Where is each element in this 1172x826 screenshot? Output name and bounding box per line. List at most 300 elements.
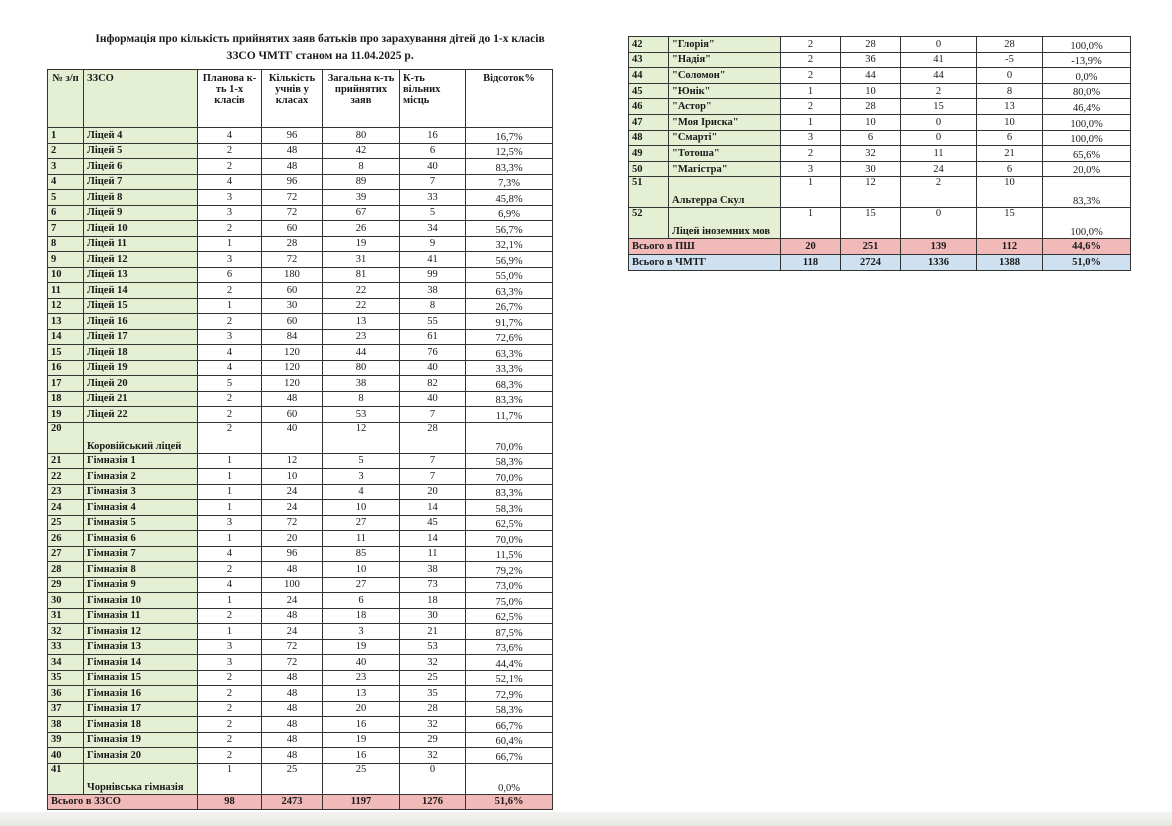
- school-name: Гімназія 5: [84, 515, 198, 531]
- applications-count: 25: [323, 763, 400, 794]
- row-number: 23: [48, 484, 84, 500]
- planned-classes: 2: [198, 391, 262, 407]
- row-number: 10: [48, 267, 84, 283]
- percent-value: 26,7%: [466, 298, 553, 314]
- table-row: [48, 577, 553, 593]
- free-places: 21: [977, 146, 1043, 162]
- row-number: 30: [48, 593, 84, 609]
- percent-value: 6,9%: [466, 205, 553, 221]
- table-row: [48, 717, 553, 733]
- percent-value: 11,5%: [466, 546, 553, 562]
- students-count: 48: [262, 608, 323, 624]
- planned-classes: 1: [781, 208, 841, 239]
- students-count: 48: [262, 562, 323, 578]
- percent-value: 70,0%: [466, 531, 553, 547]
- free-places: 40: [400, 391, 466, 407]
- row-number: 37: [48, 701, 84, 717]
- applications-count: 10: [323, 562, 400, 578]
- total-students: 251: [841, 239, 901, 255]
- table-row: [629, 146, 1131, 162]
- applications-count: 19: [323, 639, 400, 655]
- percent-value: 87,5%: [466, 624, 553, 640]
- free-places: 28: [400, 422, 466, 453]
- free-places: 99: [400, 267, 466, 283]
- table-row: [48, 143, 553, 159]
- school-name: Ліцей 18: [84, 345, 198, 361]
- students-count: 30: [262, 298, 323, 314]
- percent-value: 56,7%: [466, 221, 553, 237]
- free-places: 55: [400, 314, 466, 330]
- free-places: 32: [400, 655, 466, 671]
- school-name: Гімназія 15: [84, 670, 198, 686]
- row-number: 36: [48, 686, 84, 702]
- table-row: [48, 391, 553, 407]
- students-count: 28: [841, 99, 901, 115]
- row-number: 4: [48, 174, 84, 190]
- students-count: 48: [262, 732, 323, 748]
- percent-value: 55,0%: [466, 267, 553, 283]
- school-name: Ліцей 6: [84, 159, 198, 175]
- planned-classes: 1: [198, 469, 262, 485]
- school-name: "Надія": [669, 52, 781, 68]
- students-count: 6: [841, 130, 901, 146]
- school-name: "Астор": [669, 99, 781, 115]
- students-count: 72: [262, 515, 323, 531]
- school-name: Ліцей 22: [84, 407, 198, 423]
- free-places: 7: [400, 174, 466, 190]
- row-number: 20: [48, 422, 84, 453]
- table-row: [48, 298, 553, 314]
- students-count: 48: [262, 748, 323, 764]
- percent-value: 100,0%: [1043, 114, 1131, 130]
- row-number: 12: [48, 298, 84, 314]
- school-name: "Моя Іриска": [669, 114, 781, 130]
- students-count: 72: [262, 205, 323, 221]
- free-places: 6: [400, 143, 466, 159]
- table-row: [48, 484, 553, 500]
- percent-value: 7,3%: [466, 174, 553, 190]
- percent-value: 58,3%: [466, 453, 553, 469]
- applications-count: 23: [323, 670, 400, 686]
- total-students: 2473: [262, 794, 323, 810]
- table-row: [629, 114, 1131, 130]
- table-row: [48, 732, 553, 748]
- applications-count: 41: [901, 52, 977, 68]
- school-name: Ліцей 12: [84, 252, 198, 268]
- total-label: Всього в ЗЗСО: [48, 794, 198, 810]
- free-places: 61: [400, 329, 466, 345]
- table-row: [48, 128, 553, 144]
- total-planned: 118: [781, 254, 841, 270]
- planned-classes: 4: [198, 128, 262, 144]
- row-number: 6: [48, 205, 84, 221]
- applications-count: 23: [323, 329, 400, 345]
- row-number: 49: [629, 146, 669, 162]
- row-number: 48: [629, 130, 669, 146]
- students-count: 48: [262, 391, 323, 407]
- students-count: 72: [262, 190, 323, 206]
- table-row: [48, 515, 553, 531]
- applications-count: 27: [323, 515, 400, 531]
- planned-classes: 1: [781, 177, 841, 208]
- students-count: 28: [262, 236, 323, 252]
- planned-classes: 1: [781, 114, 841, 130]
- students-count: 120: [262, 376, 323, 392]
- applications-count: 0: [901, 114, 977, 130]
- students-count: 60: [262, 221, 323, 237]
- students-count: 120: [262, 345, 323, 361]
- percent-value: 44,4%: [466, 655, 553, 671]
- planned-classes: 1: [198, 484, 262, 500]
- students-count: 48: [262, 686, 323, 702]
- free-places: -5: [977, 52, 1043, 68]
- header-applications: Загальна к-ть прийнятих заяв: [323, 70, 400, 128]
- planned-classes: 3: [198, 190, 262, 206]
- total-free: 1388: [977, 254, 1043, 270]
- school-name: Ліцей 11: [84, 236, 198, 252]
- row-number: 26: [48, 531, 84, 547]
- students-count: 40: [262, 422, 323, 453]
- table-row: [48, 422, 553, 453]
- students-count: 100: [262, 577, 323, 593]
- applications-count: 10: [323, 500, 400, 516]
- planned-classes: 2: [198, 159, 262, 175]
- applications-count: 12: [323, 422, 400, 453]
- students-count: 48: [262, 143, 323, 159]
- free-places: 11: [400, 546, 466, 562]
- students-count: 48: [262, 670, 323, 686]
- table-row: [48, 531, 553, 547]
- planned-classes: 4: [198, 546, 262, 562]
- students-count: 10: [841, 114, 901, 130]
- planned-classes: 2: [781, 52, 841, 68]
- row-number: 27: [48, 546, 84, 562]
- table-row: [48, 562, 553, 578]
- applications-count: 53: [323, 407, 400, 423]
- percent-value: 62,5%: [466, 515, 553, 531]
- percent-value: 83,3%: [466, 391, 553, 407]
- row-number: 24: [48, 500, 84, 516]
- school-name: Ліцей 17: [84, 329, 198, 345]
- school-name: Ліцей 9: [84, 205, 198, 221]
- school-name: Коровійський ліцей: [84, 422, 198, 453]
- free-places: 41: [400, 252, 466, 268]
- header-students: Кількість учнів у класах: [262, 70, 323, 128]
- percent-value: 66,7%: [466, 748, 553, 764]
- planned-classes: 4: [198, 577, 262, 593]
- table-row: [48, 190, 553, 206]
- applications-count: 67: [323, 205, 400, 221]
- free-places: 8: [400, 298, 466, 314]
- planned-classes: 4: [198, 360, 262, 376]
- applications-count: 24: [901, 161, 977, 177]
- scan-edge: [0, 812, 1172, 826]
- table-row: [629, 177, 1131, 208]
- percent-value: 32,1%: [466, 236, 553, 252]
- percent-value: 63,3%: [466, 283, 553, 299]
- students-count: 36: [841, 52, 901, 68]
- applications-count: 38: [323, 376, 400, 392]
- school-name: Гімназія 6: [84, 531, 198, 547]
- planned-classes: 2: [781, 68, 841, 84]
- row-number: 51: [629, 177, 669, 208]
- students-count: 48: [262, 701, 323, 717]
- students-count: 30: [841, 161, 901, 177]
- students-count: 72: [262, 252, 323, 268]
- free-places: 21: [400, 624, 466, 640]
- applications-count: 2: [901, 83, 977, 99]
- students-count: 28: [841, 37, 901, 53]
- percent-value: 60,4%: [466, 732, 553, 748]
- planned-classes: 3: [198, 655, 262, 671]
- students-count: 60: [262, 283, 323, 299]
- percent-value: 83,3%: [1043, 177, 1131, 208]
- planned-classes: 3: [198, 329, 262, 345]
- row-number: 8: [48, 236, 84, 252]
- table-row: [48, 267, 553, 283]
- school-name: Гімназія 13: [84, 639, 198, 655]
- row-number: 15: [48, 345, 84, 361]
- free-places: 76: [400, 345, 466, 361]
- free-places: 30: [400, 608, 466, 624]
- total-applications: 1336: [901, 254, 977, 270]
- applications-count: 89: [323, 174, 400, 190]
- row-number: 3: [48, 159, 84, 175]
- students-count: 24: [262, 624, 323, 640]
- planned-classes: 2: [781, 99, 841, 115]
- table-row: [48, 701, 553, 717]
- school-name: Гімназія 19: [84, 732, 198, 748]
- percent-value: 100,0%: [1043, 208, 1131, 239]
- students-count: 25: [262, 763, 323, 794]
- school-name: Гімназія 7: [84, 546, 198, 562]
- percent-value: 33,3%: [466, 360, 553, 376]
- table-row: [48, 360, 553, 376]
- zzso-table: [47, 69, 553, 810]
- table-row: [48, 376, 553, 392]
- row-number: 11: [48, 283, 84, 299]
- free-places: 5: [400, 205, 466, 221]
- percent-value: 20,0%: [1043, 161, 1131, 177]
- school-name: Ліцей 16: [84, 314, 198, 330]
- free-places: 32: [400, 717, 466, 733]
- table-row: [48, 205, 553, 221]
- school-name: Ліцей 14: [84, 283, 198, 299]
- row-number: 52: [629, 208, 669, 239]
- planned-classes: 2: [198, 686, 262, 702]
- free-places: 7: [400, 453, 466, 469]
- school-name: Ліцей 19: [84, 360, 198, 376]
- school-name: Гімназія 8: [84, 562, 198, 578]
- total-planned: 20: [781, 239, 841, 255]
- free-places: 35: [400, 686, 466, 702]
- table-row: [48, 236, 553, 252]
- table-row: [48, 221, 553, 237]
- school-name: "Юнік": [669, 83, 781, 99]
- percent-value: 63,3%: [466, 345, 553, 361]
- applications-count: 15: [901, 99, 977, 115]
- free-places: 82: [400, 376, 466, 392]
- table-row: [48, 686, 553, 702]
- total-label: Всього в ПШ: [629, 239, 781, 255]
- free-places: 14: [400, 500, 466, 516]
- students-count: 10: [262, 469, 323, 485]
- applications-count: 44: [323, 345, 400, 361]
- row-number: 29: [48, 577, 84, 593]
- school-name: Ліцей 10: [84, 221, 198, 237]
- applications-count: 20: [323, 701, 400, 717]
- total-percent: 51,0%: [1043, 254, 1131, 270]
- students-count: 180: [262, 267, 323, 283]
- free-places: 7: [400, 469, 466, 485]
- table-row: [48, 314, 553, 330]
- free-places: 13: [977, 99, 1043, 115]
- applications-count: 6: [323, 593, 400, 609]
- applications-count: 27: [323, 577, 400, 593]
- row-number: 34: [48, 655, 84, 671]
- percent-value: 46,4%: [1043, 99, 1131, 115]
- students-count: 48: [262, 159, 323, 175]
- header-num: № з/п: [48, 70, 84, 128]
- planned-classes: 2: [198, 314, 262, 330]
- school-name: Гімназія 17: [84, 701, 198, 717]
- free-places: 0: [977, 68, 1043, 84]
- planned-classes: 2: [198, 143, 262, 159]
- row-number: 16: [48, 360, 84, 376]
- school-name: "Магістра": [669, 161, 781, 177]
- table-row: [48, 546, 553, 562]
- free-places: 18: [400, 593, 466, 609]
- table-row: [48, 608, 553, 624]
- students-count: 96: [262, 174, 323, 190]
- applications-count: 85: [323, 546, 400, 562]
- school-name: Гімназія 12: [84, 624, 198, 640]
- table-row: [48, 329, 553, 345]
- planned-classes: 3: [198, 205, 262, 221]
- free-places: 38: [400, 283, 466, 299]
- free-places: 40: [400, 360, 466, 376]
- table-row: [48, 624, 553, 640]
- free-places: 25: [400, 670, 466, 686]
- students-count: 120: [262, 360, 323, 376]
- free-places: 15: [977, 208, 1043, 239]
- table-row: [629, 161, 1131, 177]
- applications-count: 8: [323, 159, 400, 175]
- percent-value: 79,2%: [466, 562, 553, 578]
- school-name: Ліцей іноземних мов: [669, 208, 781, 239]
- row-number: 9: [48, 252, 84, 268]
- total-zzso-row: [48, 794, 553, 810]
- percent-value: 80,0%: [1043, 83, 1131, 99]
- students-count: 24: [262, 484, 323, 500]
- planned-classes: 4: [198, 345, 262, 361]
- planned-classes: 3: [781, 130, 841, 146]
- planned-classes: 3: [198, 515, 262, 531]
- percent-value: 12,5%: [466, 143, 553, 159]
- header-school: ЗЗСО: [84, 70, 198, 128]
- applications-count: 19: [323, 732, 400, 748]
- row-number: 18: [48, 391, 84, 407]
- students-count: 60: [262, 407, 323, 423]
- planned-classes: 1: [781, 83, 841, 99]
- free-places: 6: [977, 161, 1043, 177]
- planned-classes: 2: [781, 37, 841, 53]
- school-name: Ліцей 8: [84, 190, 198, 206]
- percent-value: -13,9%: [1043, 52, 1131, 68]
- total-percent: 51,6%: [466, 794, 553, 810]
- row-number: 5: [48, 190, 84, 206]
- applications-count: 22: [323, 283, 400, 299]
- school-name: Гімназія 9: [84, 577, 198, 593]
- students-count: 72: [262, 639, 323, 655]
- free-places: 14: [400, 531, 466, 547]
- applications-count: 16: [323, 717, 400, 733]
- free-places: 32: [400, 748, 466, 764]
- applications-count: 0: [901, 208, 977, 239]
- school-name: Альтерра Скул: [669, 177, 781, 208]
- total-label: Всього в ЧМТГ: [629, 254, 781, 270]
- row-number: 35: [48, 670, 84, 686]
- free-places: 16: [400, 128, 466, 144]
- free-places: 28: [400, 701, 466, 717]
- total-community-row: [629, 254, 1131, 270]
- percent-value: 73,0%: [466, 577, 553, 593]
- title-line-1: Інформація про кількість прийнятих заяв батьків про зарахування дітей до 1-х класів: [95, 33, 545, 45]
- percent-value: 83,3%: [466, 484, 553, 500]
- free-places: 20: [400, 484, 466, 500]
- percent-value: 66,7%: [466, 717, 553, 733]
- row-number: 38: [48, 717, 84, 733]
- school-name: Гімназія 1: [84, 453, 198, 469]
- planned-classes: 1: [198, 593, 262, 609]
- row-number: 1: [48, 128, 84, 144]
- students-count: 96: [262, 128, 323, 144]
- row-number: 50: [629, 161, 669, 177]
- applications-count: 11: [901, 146, 977, 162]
- table-row: [48, 655, 553, 671]
- total-applications: 1197: [323, 794, 400, 810]
- row-number: 43: [629, 52, 669, 68]
- school-name: Гімназія 4: [84, 500, 198, 516]
- students-count: 20: [262, 531, 323, 547]
- row-number: 25: [48, 515, 84, 531]
- planned-classes: 5: [198, 376, 262, 392]
- percent-value: 75,0%: [466, 593, 553, 609]
- row-number: 7: [48, 221, 84, 237]
- row-number: 39: [48, 732, 84, 748]
- school-name: Ліцей 15: [84, 298, 198, 314]
- planned-classes: 2: [781, 146, 841, 162]
- table-row: [48, 453, 553, 469]
- table-row: [48, 593, 553, 609]
- planned-classes: 2: [198, 717, 262, 733]
- students-count: 24: [262, 593, 323, 609]
- table-row: [48, 159, 553, 175]
- planned-classes: 1: [198, 298, 262, 314]
- private-schools-table: [628, 36, 1131, 271]
- school-name: Гімназія 11: [84, 608, 198, 624]
- free-places: 33: [400, 190, 466, 206]
- header-planned: Планова к-ть 1-х класів: [198, 70, 262, 128]
- header-free: К-ть вільних місць: [400, 70, 466, 128]
- students-count: 24: [262, 500, 323, 516]
- free-places: 45: [400, 515, 466, 531]
- percent-value: 91,7%: [466, 314, 553, 330]
- total-applications: 139: [901, 239, 977, 255]
- percent-value: 72,9%: [466, 686, 553, 702]
- table-row: [48, 469, 553, 485]
- planned-classes: 1: [198, 624, 262, 640]
